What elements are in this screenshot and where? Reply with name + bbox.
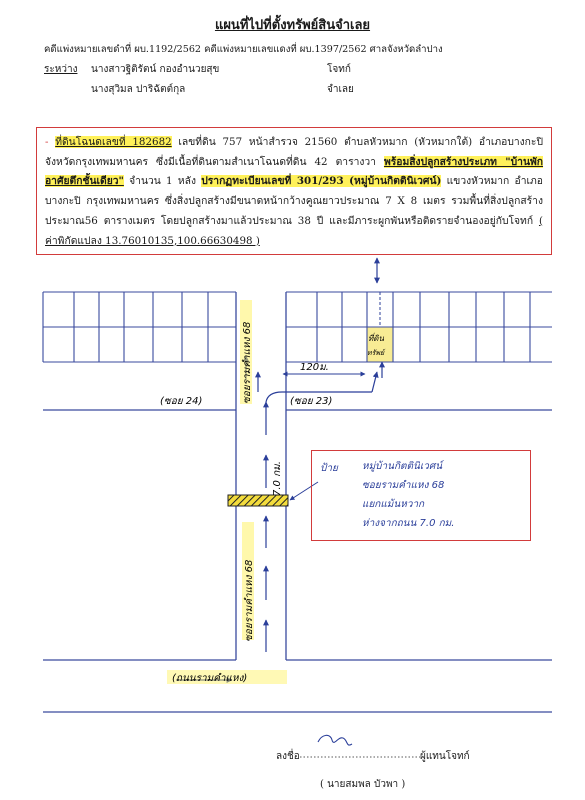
subject-parcel-label: ที่ดิน — [368, 334, 384, 343]
subject-parcel-sublabel: ทรัพย์ — [367, 349, 385, 357]
desc-details: แขวงหัวหมาก อำเภอบางกะปิ กรุงเทพมหานคร ซึ่งสิ่งปลูกสร้างมีขนาดหน้ากว้างคูณยาวประมาณ 7 X 8 เมตร รวมพื้นที่สิ่งปลูกสร้างประมาณ56 ตารางเมตร โดยปลูกสร้างมาแล้วประมาณ 38 ปี และมีภาระผูกพันหรือติดรายจำนองอยู่กับโจทก์ — [45, 175, 543, 227]
coordinates: ( ค่าพิกัดแปลง 13.76010135,100.66630498 ) — [45, 214, 543, 247]
legend-line-4: ห่างจากถนน 7.0 กม. — [362, 518, 455, 529]
soi-24-label: (ซอย 24) — [160, 396, 203, 407]
parcel-grid-right — [286, 292, 552, 362]
legend-sign-label: ป้าย — [320, 463, 338, 474]
legend-line-1: หมู่บ้านกิตตินิเวศน์ — [362, 461, 443, 472]
desc-location: เลขที่ดิน 757 หน้าสำรวจ 21560 ตำบลหัวหมาก (หัวหมากใต้) อำเภอบางกะปิ จังหวัดกรุงเทพมหานคร ซึ่งมีเนื้อที่ดินตามสำเนาโฉนดที่ดิน 42 ตารางวา — [45, 136, 543, 168]
parcel-grid-left — [43, 292, 236, 362]
signer-role: ผู้แทนโจทก์ — [420, 751, 470, 762]
distance-7km-label: 7.0 กม. — [272, 461, 283, 496]
house-registration: ปรากฏทะเบียนเลขที่ 301/293 (หมู่บ้านกิตตินิเวศน์) — [201, 175, 442, 188]
building-count: จำนวน 1 หลัง — [123, 175, 202, 188]
signer-name: ( นายสมพล บัวพา ) — [320, 779, 406, 790]
legend-line-2: ซอยรามคำแหง 68 — [362, 480, 445, 491]
case-number-line: คดีแพ่งหมายเลขดำที่ ผบ.1192/2562 คดีแพ่งหมายเลขแดงที่ ผบ.1397/2562 ศาลจังหวัดลำปาง — [44, 44, 443, 55]
main-road-label: (ถนนรามคำแหง) — [172, 673, 248, 684]
road-name-vertical-bottom: ซอยรามคำแหง 68 — [244, 559, 255, 642]
signature-scribble — [318, 735, 352, 745]
map-title: แผนที่ไปที่ตั้งทรัพย์สินจำเลย — [214, 18, 371, 33]
legend-line-3: แยกแม้นหวาก — [362, 499, 425, 510]
road-name-vertical-top: ซอยรามคำแหง 68 — [242, 321, 253, 404]
between-label: ระหว่าง — [44, 64, 78, 75]
building-type: พร้อมสิ่งปลูกสร้างประเภท "บ้านพักอาศัยตึกชั้นเดียว" — [45, 155, 544, 188]
plaintiff-name: นางสาวฐิติรัตน์ กองอำนวยสุข — [91, 64, 220, 75]
plaintiff-role: โจทก์ — [327, 64, 351, 75]
defendant-role: จำเลย — [327, 84, 354, 95]
sign-label: ลงชื่อ — [276, 751, 300, 762]
desc-dash: - — [45, 136, 56, 148]
defendant-name: นางสุวิมล ปาริฉัตต์กุล — [91, 84, 186, 95]
title-deed-number: ที่ดินโฉนดเลขที่ 182682 — [55, 136, 172, 148]
distance-120m-label: 120ม. — [300, 362, 329, 373]
soi-23-label: (ซอย 23) — [290, 396, 333, 407]
